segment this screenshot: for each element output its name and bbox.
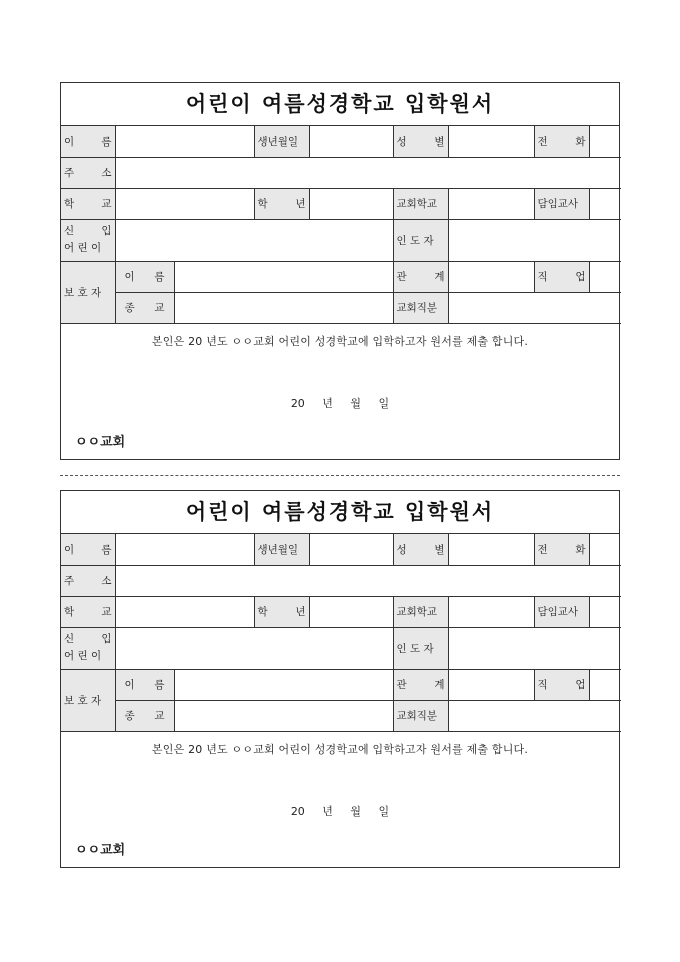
birth-field[interactable] <box>309 126 393 157</box>
birth-field[interactable] <box>309 534 393 565</box>
guide-field[interactable] <box>448 627 621 669</box>
form-title: 어린이 여름성경학교 입학원서 <box>61 491 619 534</box>
church-position-label: 교회직분 <box>393 700 448 731</box>
new-child-label-line1: 신 입 <box>64 225 112 237</box>
application-form-top <box>60 82 620 460</box>
guardian-label: 보 호 자 <box>61 669 115 731</box>
homeroom-field[interactable] <box>589 188 621 219</box>
phone-field[interactable] <box>589 126 621 157</box>
statement: 본인은 20 년도 ㅇㅇ교회 어린이 성경학교에 입학하고자 원서를 제출 합니다. <box>151 334 529 348</box>
address-label: 주 소 <box>61 157 115 188</box>
address-label: 주 소 <box>61 565 115 596</box>
guide-label: 인 도 자 <box>393 219 448 261</box>
homeroom-label: 담임교사 <box>534 188 589 219</box>
church-name: ㅇㅇ교회 <box>75 435 126 450</box>
form-table <box>61 126 621 324</box>
new-child-field[interactable] <box>115 627 393 669</box>
new-child-field[interactable] <box>115 219 393 261</box>
church-position-field[interactable] <box>448 700 621 731</box>
name-field[interactable] <box>115 126 254 157</box>
guardian-label: 보 호 자 <box>61 261 115 323</box>
gender-field[interactable] <box>448 126 534 157</box>
school-field[interactable] <box>115 596 254 627</box>
job-label: 직 업 <box>534 261 589 292</box>
church-school-field[interactable] <box>448 188 534 219</box>
relation-field[interactable] <box>448 261 534 292</box>
birth-label: 생년월일 <box>254 534 309 565</box>
address-field[interactable] <box>115 565 621 596</box>
relation-label: 관 계 <box>393 669 448 700</box>
name-label: 이 름 <box>61 126 115 157</box>
form-table <box>61 534 621 732</box>
guardian-name-label: 이 름 <box>115 669 174 700</box>
guardian-name-field[interactable] <box>174 261 393 292</box>
guardian-name-field[interactable] <box>174 669 393 700</box>
religion-field[interactable] <box>174 700 393 731</box>
phone-label: 전 화 <box>534 534 589 565</box>
phone-label: 전 화 <box>534 126 589 157</box>
guide-label: 인 도 자 <box>393 627 448 669</box>
school-field[interactable] <box>115 188 254 219</box>
church-position-label: 교회직분 <box>393 292 448 323</box>
date-line: 20 년 월 일 <box>290 396 390 410</box>
phone-field[interactable] <box>589 534 621 565</box>
name-label: 이 름 <box>61 534 115 565</box>
grade-label: 학 년 <box>254 596 309 627</box>
gender-label: 성 별 <box>393 534 448 565</box>
religion-field[interactable] <box>174 292 393 323</box>
grade-field[interactable] <box>309 188 393 219</box>
school-label: 학 교 <box>61 188 115 219</box>
homeroom-label: 담임교사 <box>534 596 589 627</box>
church-name: ㅇㅇ교회 <box>75 843 126 858</box>
statement: 본인은 20 년도 ㅇㅇ교회 어린이 성경학교에 입학하고자 원서를 제출 합니다. <box>151 742 529 756</box>
new-child-label-line1: 신 입 <box>64 633 112 645</box>
gender-label: 성 별 <box>393 126 448 157</box>
name-field[interactable] <box>115 534 254 565</box>
religion-label: 종 교 <box>115 700 174 731</box>
cut-line <box>60 475 620 476</box>
religion-label: 종 교 <box>115 292 174 323</box>
church-position-field[interactable] <box>448 292 621 323</box>
new-child-label <box>61 627 115 669</box>
new-child-label-line2: 어 린 이 <box>64 242 102 254</box>
guardian-name-label: 이 름 <box>115 261 174 292</box>
grade-field[interactable] <box>309 596 393 627</box>
church-school-label: 교회학교 <box>393 596 448 627</box>
address-field[interactable] <box>115 157 621 188</box>
job-label: 직 업 <box>534 669 589 700</box>
new-child-label <box>61 219 115 261</box>
guide-field[interactable] <box>448 219 621 261</box>
homeroom-field[interactable] <box>589 596 621 627</box>
gender-field[interactable] <box>448 534 534 565</box>
school-label: 학 교 <box>61 596 115 627</box>
new-child-label-line2: 어 린 이 <box>64 650 102 662</box>
application-form-bottom <box>60 490 620 868</box>
form-title: 어린이 여름성경학교 입학원서 <box>61 83 619 126</box>
relation-field[interactable] <box>448 669 534 700</box>
job-field[interactable] <box>589 669 621 700</box>
birth-label: 생년월일 <box>254 126 309 157</box>
job-field[interactable] <box>589 261 621 292</box>
relation-label: 관 계 <box>393 261 448 292</box>
date-line: 20 년 월 일 <box>290 804 390 818</box>
church-school-label: 교회학교 <box>393 188 448 219</box>
church-school-field[interactable] <box>448 596 534 627</box>
grade-label: 학 년 <box>254 188 309 219</box>
